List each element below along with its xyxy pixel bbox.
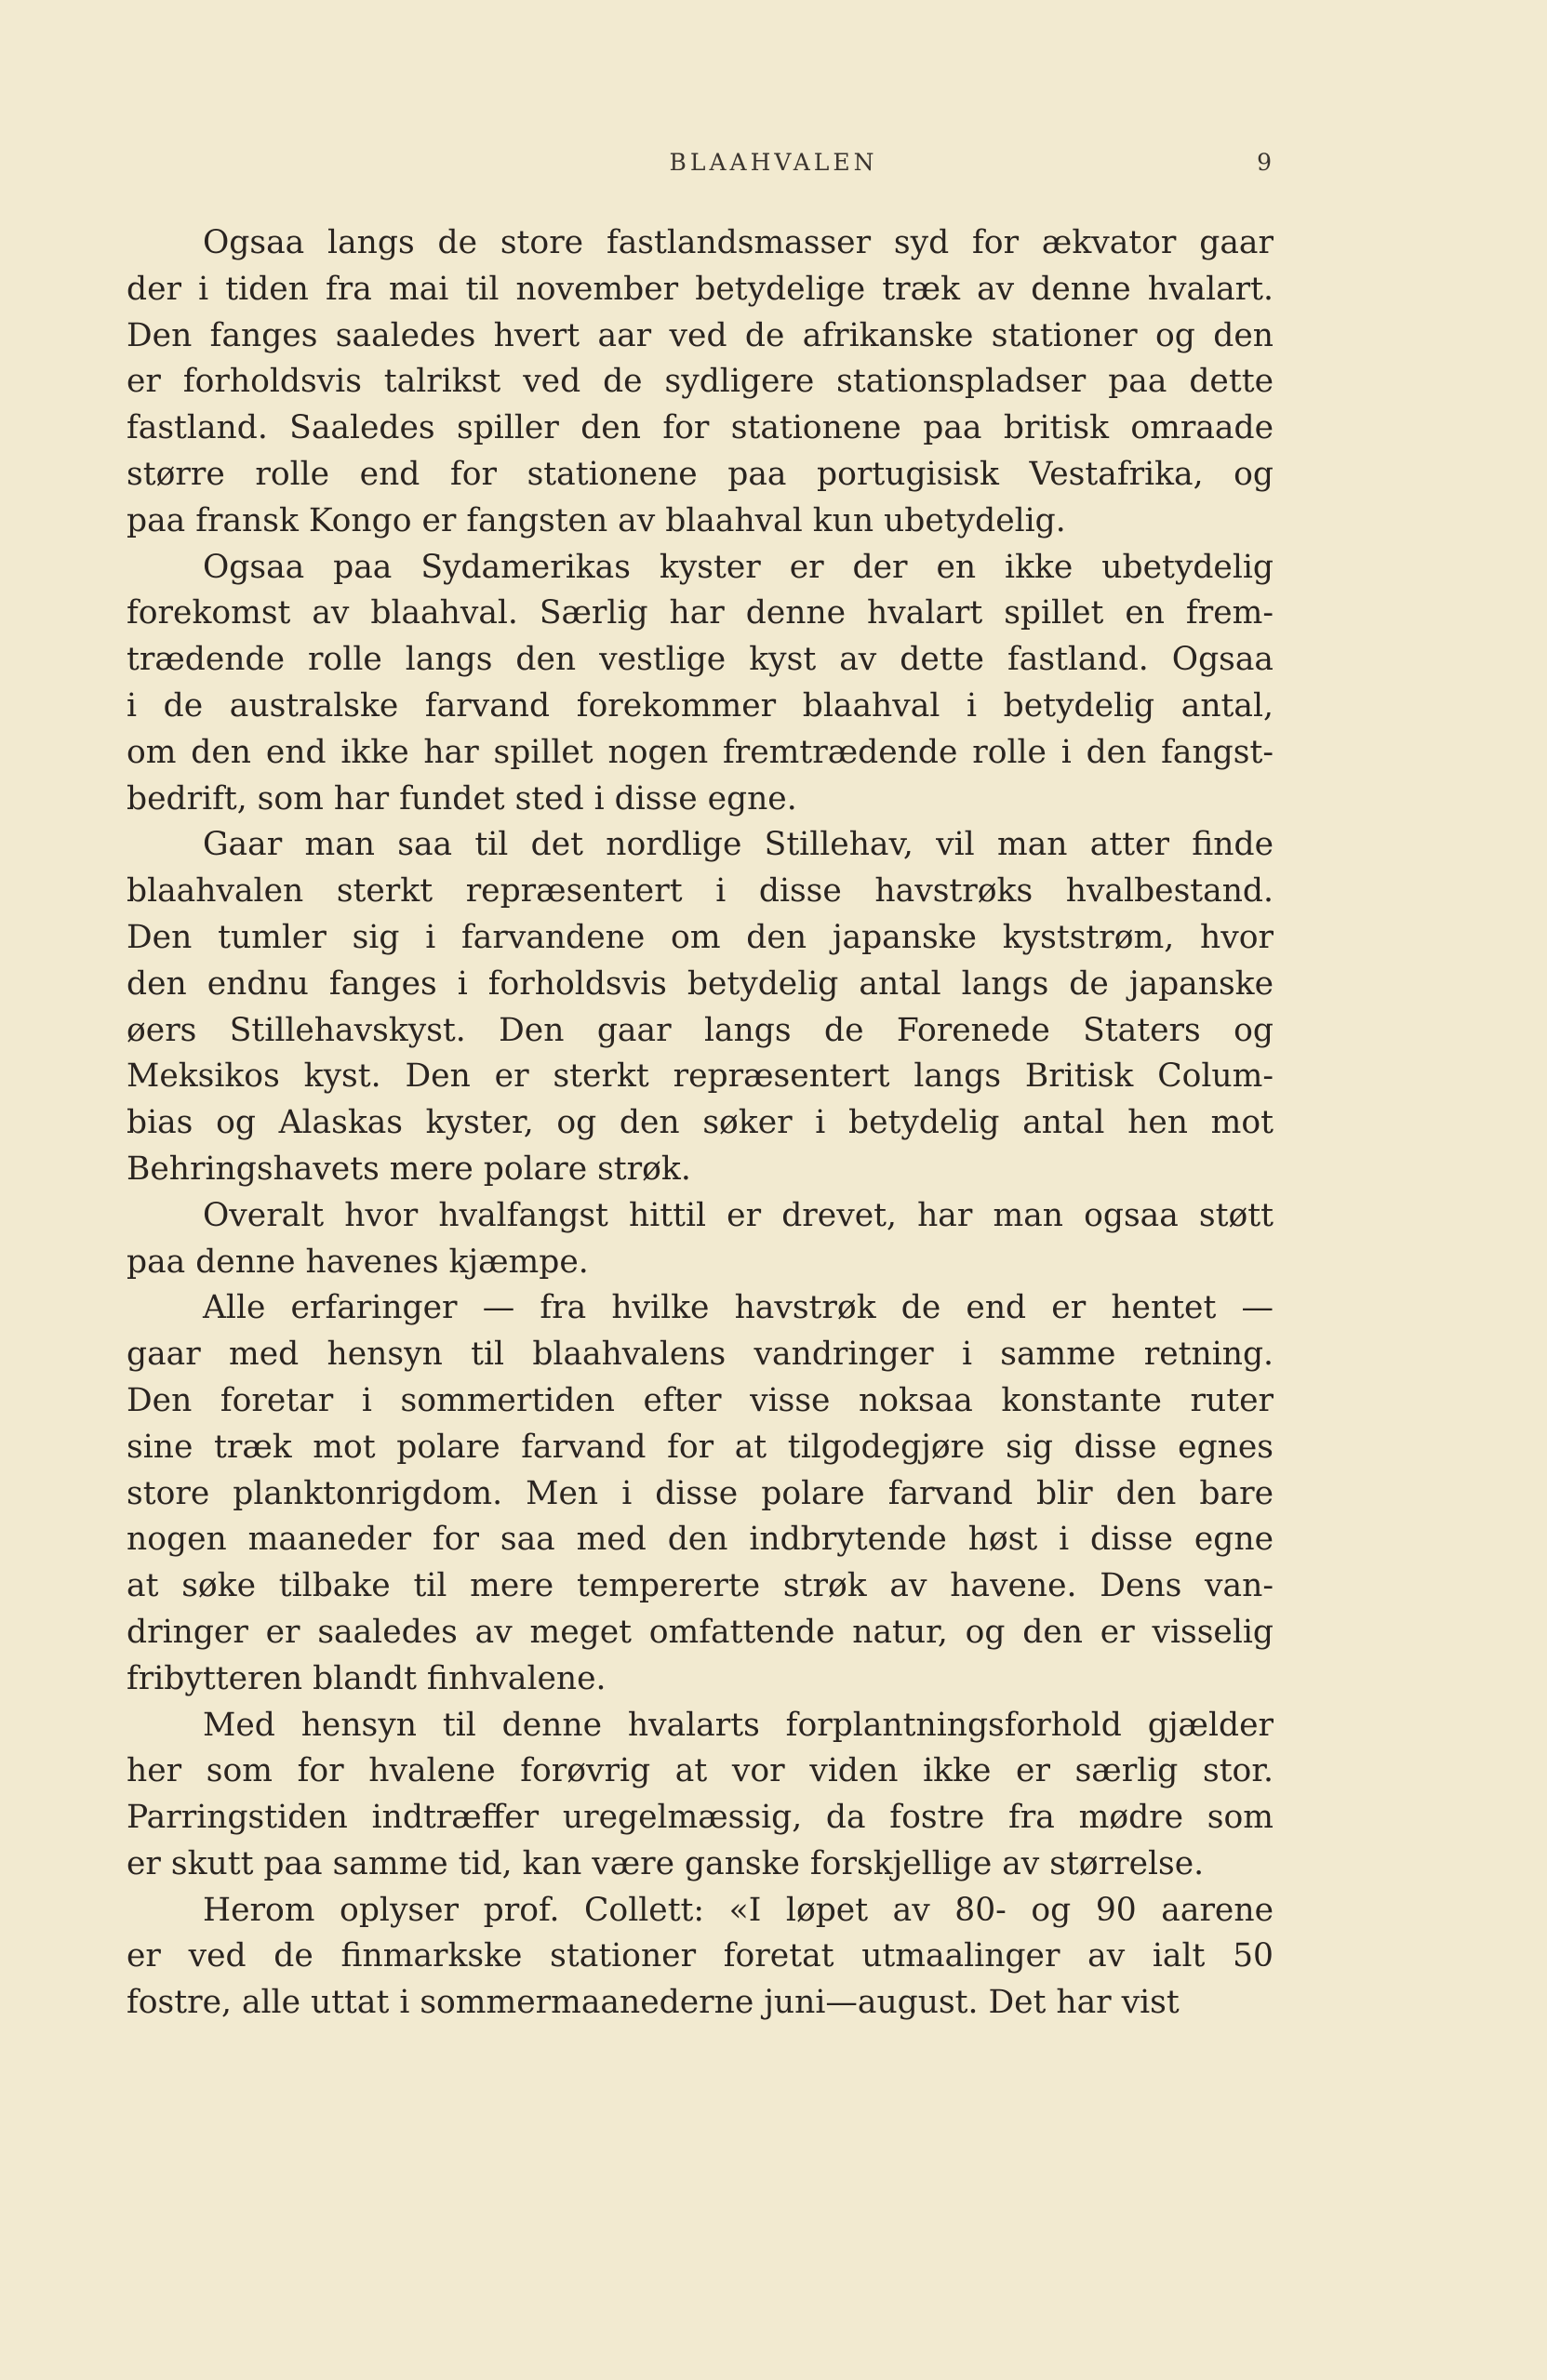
text-line: at søke tilbake til mere tempererte strøk av havene. Dens van- [127,1567,1274,1605]
paragraph [127,545,1274,823]
text-line: Den tumler sig i farvandene om den japanske kyststrøm, hvor [127,918,1274,956]
text-line: dringer er saaledes av meget omfattende natur, og den er visselig [127,1613,1274,1651]
text-line: der i tiden fra mai til november betydelige træk av denne hvalart. [127,270,1274,308]
text-line: Ogsaa langs de store fastlandsmasser syd for ækvator gaar [203,224,1274,261]
text-line: Herom oplyser prof. Collett: «I løpet av 80- og 90 aarene [203,1891,1274,1929]
text-line: større rolle end for stationene paa portugisisk Vestafrika, og [127,455,1274,493]
page-number: 9 [1257,149,1272,176]
text-line: store planktonrigdom. Men i disse polare farvand blir den bare [127,1474,1274,1512]
running-title: BLAAHVALEN [669,149,878,176]
paragraph [127,1285,1274,1702]
text-line: bedrift, som har fundet sted i disse egne. [127,779,797,818]
paragraph [127,822,1274,1192]
text-line: blaahvalen sterkt repræsentert i disse havstrøks hvalbestand. [127,872,1274,911]
text-line: sine træk mot polare farvand for at tilgodegjøre sig disse egnes [127,1428,1274,1466]
text-line: paa denne havenes kjæmpe. [127,1243,589,1281]
paragraph [127,220,1274,545]
text-line: forekomst av blaahval. Særlig har denne hvalart spillet en frem- [127,594,1274,632]
text-line: den endnu fanges i forholdsvis betydelig antal langs de japanske [127,964,1274,1003]
text-line: Den foretar i sommertiden efter visse noksaa konstante ruter [127,1381,1274,1419]
text-line: i de australske farvand forekommer blaahval i betydelig antal, [127,686,1274,725]
text-line: Meksikos kyst. Den er sterkt repræsentert langs Britisk Colum- [127,1057,1274,1096]
text-line: paa fransk Kongo er fangsten av blaahval kun ubetydelig. [127,501,1066,539]
text-line: trædende rolle langs den vestlige kyst av dette fastland. Ogsaa [127,641,1274,679]
text-line: Med hensyn til denne hvalarts forplantningsforhold gjælder [203,1706,1274,1744]
text-line: bias og Alaskas kyster, og den søker i betydelig antal hen mot [127,1104,1274,1142]
text-line: her som for hvalene forøvrig at vor viden ikke er særlig stor. [127,1752,1274,1790]
text-line: fastland. Saaledes spiller den for stationene paa britisk omraade [127,409,1274,447]
text-line: Ogsaa paa Sydamerikas kyster er der en ikke ubetydelig [203,548,1274,586]
paragraph [127,1703,1274,1888]
text-line: Gaar man saa til det nordlige Stillehav, vil man atter finde [203,826,1274,864]
text-line: gaar med hensyn til blaahvalens vandringer i samme retning. [127,1336,1274,1374]
text-line: Alle erfaringer — fra hvilke havstrøk de end er hentet — [203,1289,1274,1327]
text-line: nogen maaneder for saa med den indbrytende høst i disse egne [127,1521,1274,1559]
text-line: er forholdsvis talrikst ved de sydligere stationspladser paa dette [127,363,1274,401]
paragraph [127,1888,1274,2027]
text-line: Overalt hvor hvalfangst hittil er drevet, har man ogsaa støtt [203,1196,1274,1234]
text-line: om den end ikke har spillet nogen fremtrædende rolle i den fangst- [127,733,1274,771]
paragraph [127,1193,1274,1286]
text-line: fribytteren blandt finhvalene. [127,1659,607,1697]
text-line: Parringstiden indtræffer uregelmæssig, da fostre fra mødre som [127,1799,1274,1837]
text-line: er ved de finmarkske stationer foretat utmaalinger av ialt 50 [127,1937,1274,1975]
text-line: fostre, alle uttat i sommermaanederne juni—august. Det har vist [127,1984,1180,2022]
body-text [127,220,1274,2027]
text-line: Den fanges saaledes hvert aar ved de afrikanske stationer og den [127,316,1274,354]
text-line: er skutt paa samme tid, kan være ganske forskjellige av størrelse. [127,1844,1205,1882]
text-line: øers Stillehavskyst. Den gaar langs de Forenede Staters og [127,1011,1274,1049]
running-head [0,149,1547,186]
text-line: Behringshavets mere polare strøk. [127,1150,691,1188]
